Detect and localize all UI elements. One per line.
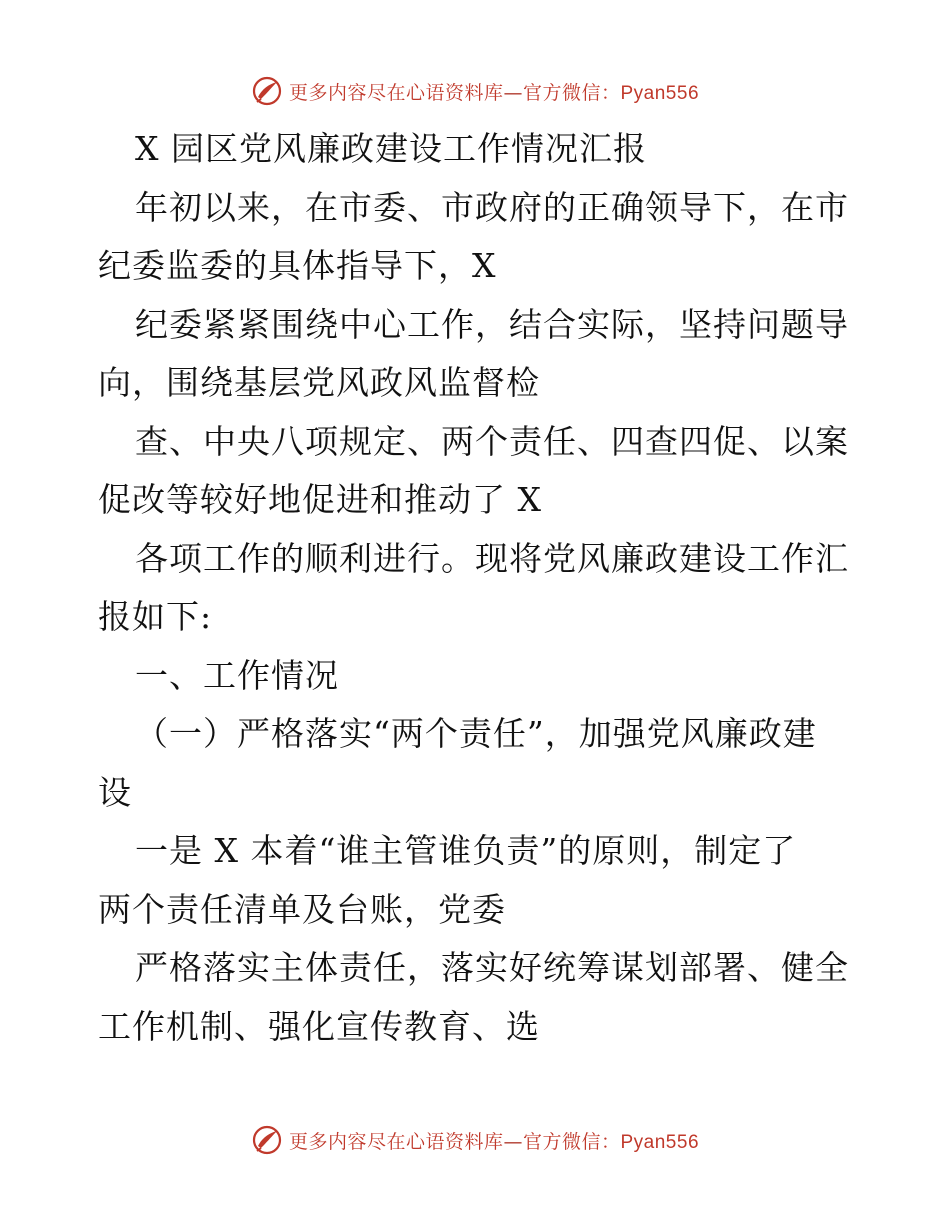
wechat-label: 官方微信：: [522, 1130, 621, 1153]
pen-logo-icon: [251, 1124, 283, 1156]
paragraph-line: 促改等较好地促进和推动了 X: [98, 480, 542, 519]
paragraph-line: 查、中央八项规定、两个责任、四查四促、以案: [135, 421, 849, 461]
paragraph-line: 年初以来，在市委、市政府的正确领导下，在市: [135, 187, 849, 227]
watermark-separator: —: [503, 81, 523, 104]
watermark-slogan: 更多内容尽在心语资料库: [288, 81, 504, 104]
document-title: X 园区党风廉政建设工作情况汇报: [135, 129, 647, 168]
pen-logo-icon: [251, 75, 283, 107]
paragraph-line: 严格落实主体责任，落实好统筹谋划部署、健全: [135, 948, 849, 987]
section-heading: 一、工作情况: [135, 655, 339, 695]
paragraph-line: 设: [98, 772, 132, 812]
paragraph-line: 各项工作的顺利进行。现将党风廉政建设工作汇: [135, 538, 849, 578]
paragraph-line: 纪委紧紧围绕中心工作，结合实际，坚持问题导: [135, 304, 849, 344]
watermark-text: [289, 1127, 699, 1154]
paragraph-line: 工作机制、强化宣传教育、选: [98, 1006, 540, 1046]
paragraph-line: 向，围绕基层党风政风监督检: [98, 363, 540, 402]
paragraph-line: 两个责任清单及台账，党委: [98, 889, 506, 929]
subsection-heading: （一）严格落实“两个责任”，加强党风廉政建: [135, 714, 817, 753]
paragraph-line: 一是 X 本着“谁主管谁负责”的原则，制定了: [135, 831, 797, 870]
paragraph-line: 纪委监委的具体指导下，X: [98, 246, 497, 285]
watermark-separator: —: [503, 1130, 523, 1153]
header-watermark-banner: [0, 71, 950, 111]
footer-watermark-banner: [0, 1120, 950, 1160]
document-body: [98, 120, 858, 1056]
wechat-id: Pyan556: [620, 82, 700, 104]
wechat-label: 官方微信：: [522, 81, 621, 104]
paragraph-line: 报如下:: [98, 597, 213, 636]
watermark-slogan: 更多内容尽在心语资料库: [288, 1130, 504, 1153]
wechat-id: Pyan556: [620, 1131, 700, 1153]
watermark-text: [289, 78, 699, 105]
